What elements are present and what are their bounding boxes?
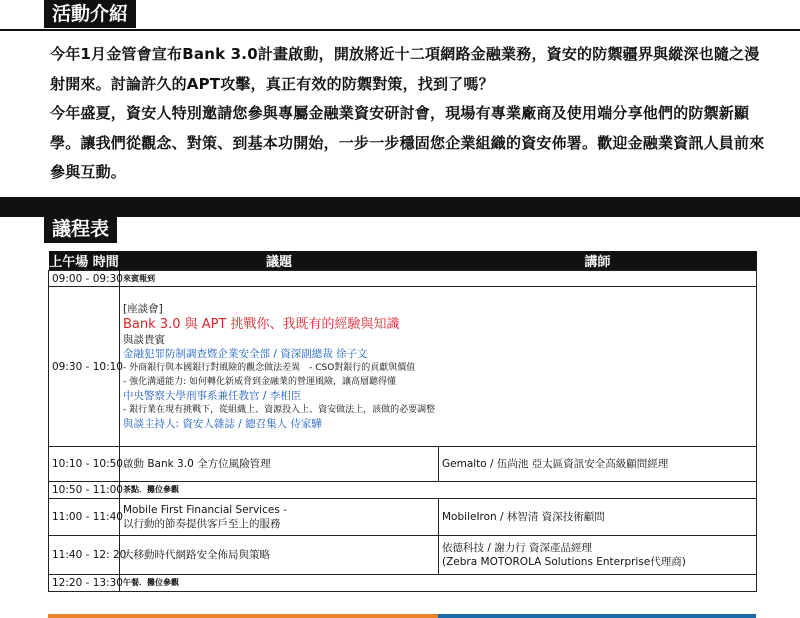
row-note: 午餐．攤位參觀 <box>120 575 757 592</box>
bottom-accent-orange <box>48 614 438 618</box>
panel-point-3: - 銀行業在現有挑戰下，從組織上、資源投入上、資安做法上，該做的必要調整 <box>123 405 436 415</box>
table-row <box>49 447 757 482</box>
row-time: 09:00 - 09:30 <box>49 271 120 287</box>
row-topic-line-1: Mobile First Financial Services - <box>123 504 287 516</box>
table-row <box>49 536 757 575</box>
row-time: 10:10 - 10:50 <box>49 447 120 482</box>
row-topic: 大移動時代網路安全佈局與策略 <box>120 536 439 575</box>
row-time: 09:30 - 10:10 <box>49 287 120 447</box>
col-topic: 議題 <box>120 251 439 271</box>
intro-heading: 活動介紹 <box>44 0 136 28</box>
row-time: 11:40 - 12: 20 <box>49 536 120 575</box>
col-time: 上午場 時間 <box>49 251 120 271</box>
row-speaker-line-1: 依德科技 / 謝力行 資深產品經理 <box>442 542 593 554</box>
table-row <box>49 482 757 499</box>
row-speaker: MobileIron / 林智清 資深技術顧問 <box>439 499 757 536</box>
table-row <box>49 287 757 447</box>
intro-paragraph-1: 今年1月金管會宣布Bank 3.0計畫啟動，開放將近十二項網路金融業務，資安的防禦疆界與縱深也隨之漫射開來。討論許久的APT攻擊，真正有效的防禦對策，找到了嗎？ <box>50 45 760 93</box>
row-note: 茶點．攤位參觀 <box>120 482 757 499</box>
panel-guests-label: 與談貴賓 <box>123 334 165 346</box>
panel-session <box>120 287 757 447</box>
panel-point-2: - 強化溝通能力: 如何轉化新威脅到金融業的營運風險，讓高層聽得懂 <box>123 377 397 387</box>
intro-text <box>50 40 770 188</box>
panelist-2: 中央警察大學刑事系兼任教官 / 李相臣 <box>123 390 302 402</box>
bottom-accent-blue <box>438 614 756 618</box>
col-speaker: 講師 <box>439 251 757 271</box>
panel-host: 與談主持人: 資安人雜誌 / 總召集人 侍家驊 <box>123 418 322 430</box>
row-topic: 啟動 Bank 3.0 全方位風險管理 <box>120 447 439 482</box>
agenda-heading: 議程表 <box>44 215 117 243</box>
table-header <box>49 251 757 271</box>
intro-divider <box>0 29 800 31</box>
row-time: 10:50 - 11:00 <box>49 482 120 499</box>
row-time: 12:20 - 13:30 <box>49 575 120 592</box>
row-speaker-line-2: (Zebra MOTOROLA Solutions Enterprise代理商) <box>442 556 686 568</box>
row-note: 來賓報到 <box>120 271 757 287</box>
row-speaker: Gemalto / 伍尚池 亞太區資訊安全高級顧問經理 <box>439 447 757 482</box>
agenda-divider <box>0 197 800 217</box>
agenda-table <box>48 251 757 592</box>
table-row <box>49 575 757 592</box>
row-time: 11:00 - 11:40 <box>49 499 120 536</box>
intro-paragraph-2: 今年盛夏，資安人特別邀請您參與專屬金融業資安研討會，現場有專業廠商及使用端分享他們的防禦新顯學。讓我們從觀念、對策、到基本功開始，一步一步穩固您企業組織的資安佈署。歡迎金融業資訊人員前來參與互動。 <box>50 104 765 181</box>
panel-title: Bank 3.0 與 APT 挑戰你、我既有的經驗與知識 <box>123 317 400 332</box>
panel-point-1: - 外商銀行與本國銀行對風險的觀念做法差異 - CSO對銀行的貢獻與價值 <box>123 363 416 373</box>
table-row <box>49 271 757 287</box>
panel-tag: [座談會] <box>123 303 163 315</box>
row-topic-line-2: 以行動的節奏提供客戶至上的服務 <box>123 518 281 530</box>
panelist-1: 金融犯罪防制調查暨企業安全部 / 資深副總裁 徐子文 <box>123 348 368 360</box>
table-row <box>49 499 757 536</box>
row-topic <box>120 499 439 536</box>
row-speaker <box>439 536 757 575</box>
